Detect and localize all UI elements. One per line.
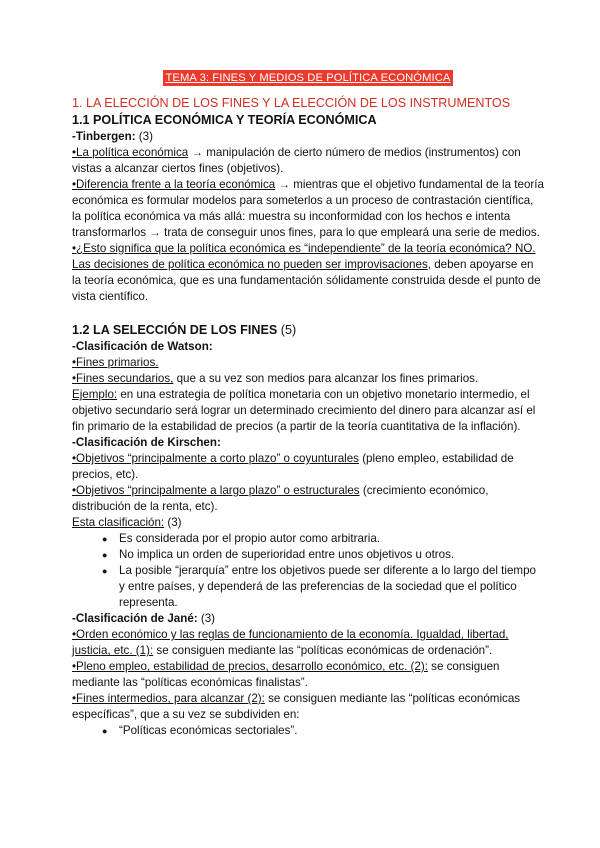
- ejemplo-text: en una estrategia de política monetaria con un objetivo monetario intermedio, el objetivo secundario será lograr un determinado crecimiento del dinero para alcanzar así el fin primario de la estabilidad de precios (a partir de la teoría cuantitativa de la inflación).: [72, 388, 536, 433]
- list-item: ● La posible “jerarquía” entre los objetivos puede ser diferente a lo largo del tiempo y entre países, y dependerá de las preferencias de la sociedad que el político representa.: [106, 563, 544, 611]
- diferencia-text: → mientras que el objetivo fundamental de la teoría económica es formular modelos para someterlos a un proceso de contrastación científica, la política económica va más allá: muestra su inconformidad con los hechos e intenta transformarlos → trata de conseguir unos fines, para lo que empleará una serie de medios.: [72, 178, 544, 239]
- corto-lead: •Objetivos “principalmente a corto plazo” o coyunturales: [72, 452, 359, 465]
- secundarios-text: que a su vez son medios para alcanzar los fines primarios.: [173, 372, 479, 385]
- ejemplo-paragraph: [72, 387, 544, 435]
- paragraph-diferencia: [72, 177, 544, 241]
- orden-text: se consiguen mediante las “políticas económicas de ordenación”.: [153, 644, 493, 657]
- largo-lead: •Objetivos “principalmente a largo plazo” o estructurales: [72, 484, 360, 497]
- section-1-1-heading: 1.1 POLÍTICA ECONÓMICA Y TEORÍA ECONÓMICA: [72, 113, 377, 127]
- paragraph-politica: [72, 145, 544, 177]
- watson-primarios: [72, 355, 544, 371]
- esta-clasificacion: [72, 515, 544, 531]
- kirschen-label: -Clasificación de Kirschen:: [72, 436, 221, 449]
- clasificacion-bullets: [72, 531, 544, 611]
- orden-lead: •Orden económico y las reglas de funcionamiento de la economía. Igualdad, libertad, justicia, etc. (1):: [72, 628, 509, 657]
- jane-orden: [72, 627, 544, 659]
- politica-text: → manipulación de cierto número de medios (instrumentos) con vistas a alcanzar ciertos fines (objetivos).: [72, 146, 521, 175]
- kirschen-largo: [72, 483, 544, 515]
- jane-label: -Clasificación de Jané:: [72, 612, 198, 625]
- jane-ref: (3): [197, 612, 216, 625]
- tinbergen-label: -Tinbergen:: [72, 130, 136, 143]
- pleno-text: se consiguen mediante las “políticas económicas finalistas”.: [72, 660, 500, 689]
- independiente-lead: •¿Esto significa que la política económica es “independiente” de la teoría económica? NO. Las decisiones de política económica no pueden ser improvisaciones: [72, 242, 536, 271]
- politica-lead: •La política económica: [72, 146, 189, 159]
- jane-intermedios: [72, 691, 544, 723]
- intermedios-text: se consiguen mediante las “políticas económicas específicas”, que a su vez se subdividen en:: [72, 692, 521, 721]
- tinbergen-ref: (3): [135, 130, 153, 143]
- intermedios-lead: •Fines intermedios, para alcanzar (2):: [72, 692, 265, 705]
- secundarios-lead: •Fines secundarios,: [72, 372, 174, 385]
- kirschen-corto: [72, 451, 544, 483]
- watson-label: -Clasificación de Watson:: [72, 340, 213, 353]
- section-1-2-title: 1.2 LA SELECCIÓN DE LOS FINES: [72, 323, 278, 337]
- watson-secundarios: [72, 371, 544, 387]
- section-1-2-ref: (5): [277, 323, 297, 337]
- section-1-2-heading: [72, 322, 544, 339]
- pleno-lead: •Pleno empleo, estabilidad de precios, desarrollo económico, etc. (2):: [72, 660, 428, 673]
- independiente-text: , deben apoyarse en la teoría económica, que es una fundamentación sólidamente construida desde el punto de vista científico.: [72, 258, 541, 303]
- diferencia-lead: •Diferencia frente a la teoría económica: [72, 178, 276, 191]
- jane-line: [72, 611, 544, 627]
- largo-text: (crecimiento económico, distribución de la renta, etc).: [72, 484, 489, 513]
- paragraph-independiente: [72, 241, 544, 305]
- document-title: TEMA 3: FINES Y MEDIOS DE POLÍTICA ECONÓMICA: [163, 70, 454, 86]
- tinbergen-line: [72, 129, 544, 145]
- title-wrap: [72, 70, 544, 86]
- ejemplo-lead: Ejemplo:: [72, 388, 118, 401]
- jane-bullets: [72, 723, 544, 739]
- primarios-text: •Fines primarios.: [72, 356, 159, 369]
- document-page: [72, 70, 544, 739]
- list-item: ● Es considerada por el propio autor como arbitraria.: [106, 531, 544, 547]
- section-1-heading: 1. LA ELECCIÓN DE LOS FINES Y LA ELECCIÓN DE LOS INSTRUMENTOS: [72, 96, 511, 110]
- esta-lead: Esta clasificación:: [72, 516, 165, 529]
- jane-pleno: [72, 659, 544, 691]
- esta-ref: (3): [164, 516, 182, 529]
- list-item: ● “Políticas económicas sectoriales”.: [106, 723, 544, 739]
- list-item: ● No implica un orden de superioridad entre unos objetivos u otros.: [106, 547, 544, 563]
- corto-text: (pleno empleo, estabilidad de precios, etc).: [72, 452, 514, 481]
